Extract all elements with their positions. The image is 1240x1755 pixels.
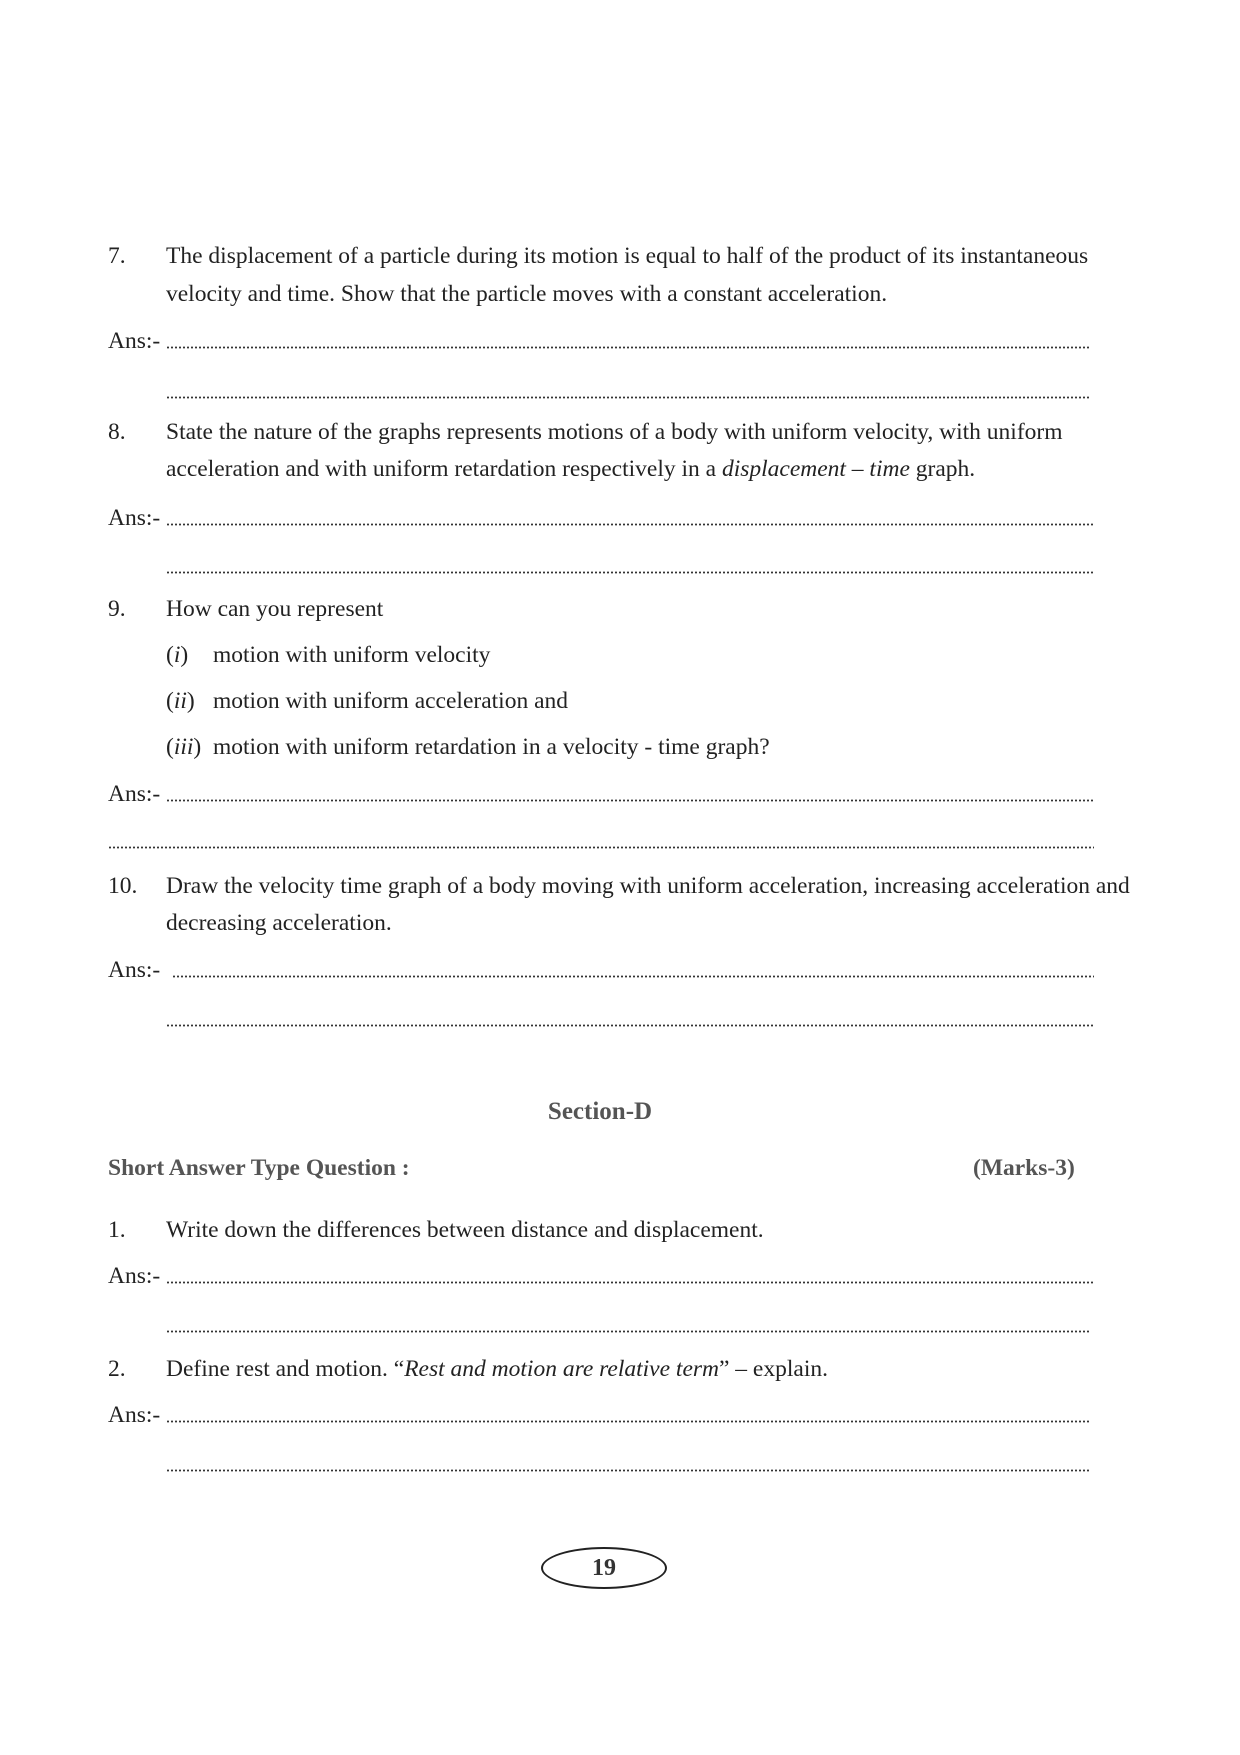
question-text: acceleration and with uniform retardation respectively in a displacement – time graph. <box>166 456 976 482</box>
section-title: Section-D <box>547 1098 653 1125</box>
dotted-line <box>166 346 1090 349</box>
answer-line <box>166 376 1090 406</box>
dotted-line <box>172 975 1094 978</box>
question-number: 9. <box>108 596 126 622</box>
answer-line: Ans:- <box>108 1400 1090 1430</box>
answer-line: Ans:- <box>108 326 1090 356</box>
question-text: decreasing acceleration. <box>166 910 392 936</box>
sub-item-text: motion with uniform retardation in a velocity - time graph? <box>213 734 770 760</box>
question-text: velocity and time. Show that the particle moves with a constant acceleration. <box>166 281 888 307</box>
answer-line <box>166 1004 1094 1034</box>
question-text: Define rest and motion. “Rest and motion are relative term” – explain. <box>166 1356 828 1382</box>
question-number: 10. <box>108 873 138 899</box>
question-text: Write down the differences between distance and displacement. <box>166 1217 764 1243</box>
dotted-line <box>166 1420 1090 1423</box>
dotted-line <box>166 1330 1090 1333</box>
dotted-line <box>166 1469 1090 1472</box>
answer-line: Ans:- <box>108 503 1094 533</box>
sub-item-text: motion with uniform velocity <box>213 642 491 668</box>
question-number: 8. <box>108 419 126 445</box>
question-text: The displacement of a particle during its motion is equal to half of the product of its instantaneous <box>166 243 1089 269</box>
answer-line <box>166 1449 1090 1479</box>
marks-label: (Marks-3) <box>973 1155 1075 1181</box>
answer-line <box>108 826 1094 856</box>
answer-line <box>166 1310 1090 1340</box>
sub-item-text: motion with uniform acceleration and <box>213 688 569 714</box>
dotted-line <box>166 1281 1094 1284</box>
answer-line: Ans:- <box>108 955 1094 985</box>
dotted-line <box>166 799 1094 802</box>
sub-item-label: (iii) <box>166 734 202 760</box>
dotted-line <box>166 571 1094 574</box>
sub-item-label: (i) <box>166 642 189 668</box>
question-text: How can you represent <box>166 596 384 622</box>
question-number: 2. <box>108 1356 126 1382</box>
sub-item-label: (ii) <box>166 688 195 714</box>
section-subtitle: Short Answer Type Question : <box>108 1155 410 1181</box>
answer-line: Ans:- <box>108 1261 1094 1291</box>
answer-line <box>166 551 1094 581</box>
question-number: 1. <box>108 1217 126 1243</box>
answer-line: Ans:- <box>108 779 1094 809</box>
dotted-line <box>166 1024 1094 1027</box>
dotted-line <box>108 846 1094 849</box>
question-text: State the nature of the graphs represents motions of a body with uniform velocity, with uniform <box>166 419 1063 445</box>
page-number: 19 <box>541 1547 667 1589</box>
dotted-line <box>166 396 1090 399</box>
question-text: Draw the velocity time graph of a body moving with uniform acceleration, increasing acceleration and <box>166 873 1130 899</box>
dotted-line <box>166 523 1094 526</box>
question-number: 7. <box>108 243 126 269</box>
